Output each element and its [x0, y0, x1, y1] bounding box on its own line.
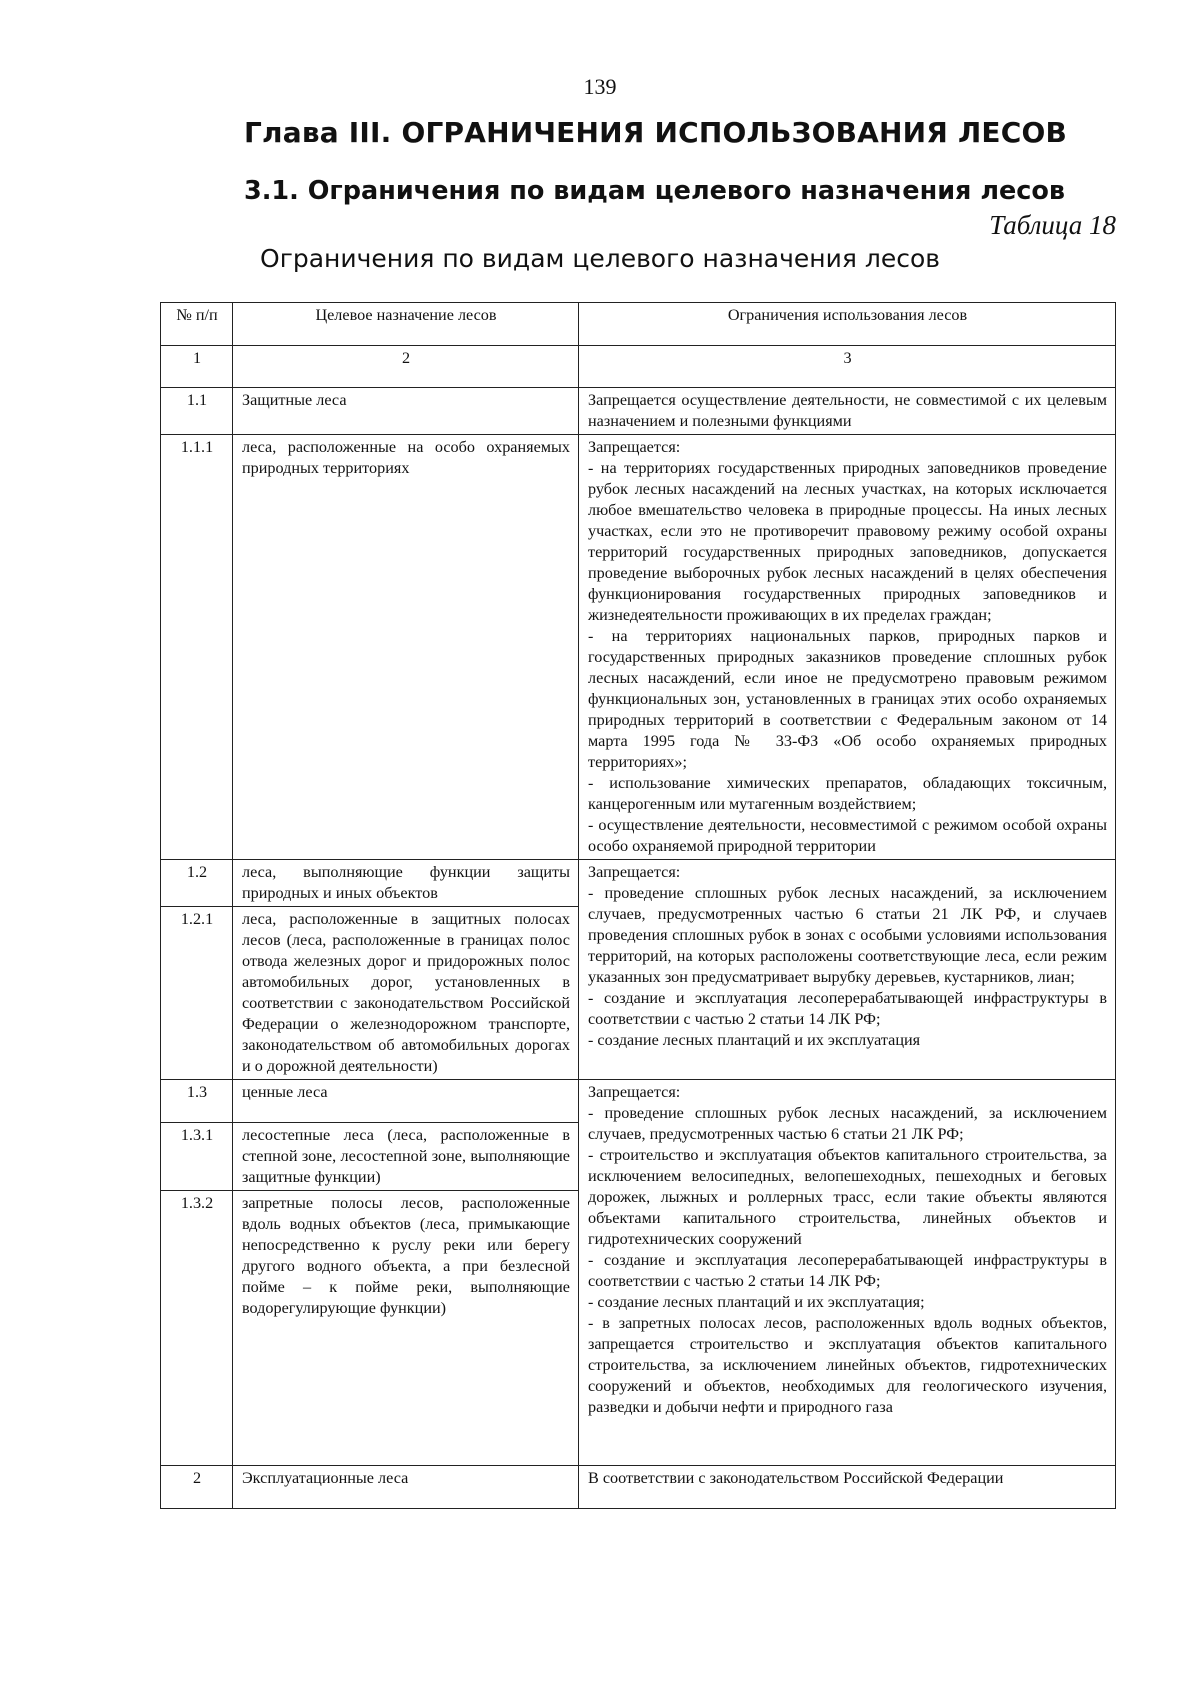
row-restrictions — [579, 388, 1116, 435]
restriction-item: - создание лесных плантаций и их эксплуатация; — [588, 1293, 925, 1311]
row-number: 1.3.2 — [161, 1191, 233, 1466]
restriction-item: - создание и эксплуатация лесоперерабатывающей инфраструктуры в соответствии с частью 2 статьи 14 ЛК РФ; — [588, 1251, 1107, 1290]
row-restrictions-group-1-3 — [579, 1080, 1116, 1466]
column-number-row — [161, 346, 1116, 388]
row-purpose: лесостепные леса (леса, расположенные в степной зоне, лесостепной зоне, выполняющие защитные функции) — [233, 1123, 579, 1191]
restriction-heading: Запрещается: — [588, 863, 681, 881]
row-number: 1.2.1 — [161, 907, 233, 1080]
row-purpose: леса, выполняющие функции защиты природных и иных объектов — [233, 860, 579, 907]
header-purpose: Целевое назначение лесов — [233, 303, 579, 346]
row-purpose: леса, расположенные в защитных полосах лесов (леса, расположенные в границах полос отвода железных дорог и придорожных полос автомобильных дорог, установленных в соответствии с законодательством Российской Федерации о железнодорожном транспорте, законодательством об автомобильных дорогах и о дорожной деятельности) — [233, 907, 579, 1080]
row-number: 1.3 — [161, 1080, 233, 1123]
header-number: № п/п — [161, 303, 233, 346]
header-restrictions: Ограничения использования лесов — [579, 303, 1116, 346]
restriction-item: - проведение сплошных рубок лесных насаждений, за исключением случаев, предусмотренных частью 6 статьи 21 ЛК РФ, и случаев проведения сплошных рубок в зонах с особыми условиями использования территорий, на которых расположены соответствующие леса, если режим указанных зон предусматривает вырубку деревьев, кустарников, лиан; — [588, 884, 1107, 986]
row-restrictions-group-1-2 — [579, 860, 1116, 1080]
row-number: 1.3.1 — [161, 1123, 233, 1191]
table-row — [161, 860, 1116, 907]
row-number: 1.2 — [161, 860, 233, 907]
restriction-item: - на территориях национальных парков, природных парков и государственных природных заказников проведение сплошных рубок лесных насаждений, если иное не предусмотрено правовым режимом функциональных зон, установленных в границах этих особо охраняемых природных территорий в соответствии с Федеральным законом от 14 марта 1995 года № 33-ФЗ «Об особо охраняемых природных территориях»; — [588, 627, 1107, 771]
table-caption: Ограничения по видам целевого назначения лесов — [260, 244, 940, 273]
row-number: 1.1.1 — [161, 435, 233, 860]
restriction-text: Запрещается осуществление деятельности, не совместимой с их целевым назначением и полезными функциями — [588, 391, 1107, 430]
restriction-item: - создание и эксплуатация лесоперерабатывающей инфраструктуры в соответствии с частью 2 статьи 14 ЛК РФ; — [588, 989, 1107, 1028]
table-row — [161, 1466, 1116, 1509]
row-purpose: запретные полосы лесов, расположенные вдоль водных объектов (леса, примыкающие непосредственно к руслу реки или берегу другого водного объекта, а при безлесной пойме – к пойме реки, выполняющие водорегулирующие функции) — [233, 1191, 579, 1466]
column-number: 3 — [579, 346, 1116, 388]
restriction-item: - создание лесных плантаций и их эксплуатация — [588, 1031, 921, 1049]
restriction-item: - на территориях государственных природных заповедников проведение рубок лесных насаждений на лесных участках, на которых исключается любое вмешательство человека в природные процессы. На иных лесных участках, если это не противоречит правовому режиму особой охраны территорий государственных природных заповедников, допускается проведение выборочных рубок лесных насаждений в целях обеспечения функционирования государственных природных заповедников и жизнедеятельности проживающих в их пределах граждан; — [588, 459, 1107, 624]
row-restrictions — [579, 1466, 1116, 1509]
restriction-item: - использование химических препаратов, обладающих токсичным, канцерогенным или мутагенным воздействием; — [588, 774, 1107, 813]
restriction-item: - в запретных полосах лесов, расположенных вдоль водных объектов, запрещается строительство и эксплуатация объектов капитального строительства, за исключением линейных объектов, гидротехнических сооружений и объектов, необходимых для геологического изучения, разведки и добычи нефти и природного газа — [588, 1314, 1107, 1416]
row-number: 1.1 — [161, 388, 233, 435]
table-label: Таблица 18 — [989, 210, 1116, 240]
row-purpose: леса, расположенные на особо охраняемых природных территориях — [233, 435, 579, 860]
column-number: 1 — [161, 346, 233, 388]
column-number: 2 — [233, 346, 579, 388]
restriction-text: В соответствии с законодательством Российской Федерации — [588, 1469, 1004, 1487]
restriction-item: - проведение сплошных рубок лесных насаждений, за исключением случаев, предусмотренных частью 6 статьи 21 ЛК РФ; — [588, 1104, 1107, 1143]
row-purpose: ценные леса — [233, 1080, 579, 1123]
restriction-heading: Запрещается: — [588, 1083, 681, 1101]
row-purpose: Защитные леса — [233, 388, 579, 435]
row-number: 2 — [161, 1466, 233, 1509]
row-restrictions — [579, 435, 1116, 860]
table-row — [161, 435, 1116, 860]
restriction-item: - строительство и эксплуатация объектов капитального строительства, за исключением велосипедных, велопешеходных, пешеходных и беговых дорожек, лыжных и роллерных трасс, если такие объекты являются объектами капитального строительства, линейных объектов и гидротехнических сооружений — [588, 1146, 1107, 1248]
page-number: 139 — [583, 74, 617, 99]
table-row — [161, 1080, 1116, 1123]
table-header-row — [161, 303, 1116, 346]
chapter-title: Глава III. ОГРАНИЧЕНИЯ ИСПОЛЬЗОВАНИЯ ЛЕСОВ — [244, 116, 1068, 149]
section-title: 3.1. Ограничения по видам целевого назначения лесов — [244, 176, 1066, 206]
table-row — [161, 388, 1116, 435]
row-purpose: Эксплуатационные леса — [233, 1466, 579, 1509]
restriction-item: - осуществление деятельности, несовместимой с режимом особой охраны особо охраняемой природной территории — [588, 816, 1107, 855]
restriction-heading: Запрещается: — [588, 438, 681, 456]
restrictions-table — [160, 302, 1116, 1509]
